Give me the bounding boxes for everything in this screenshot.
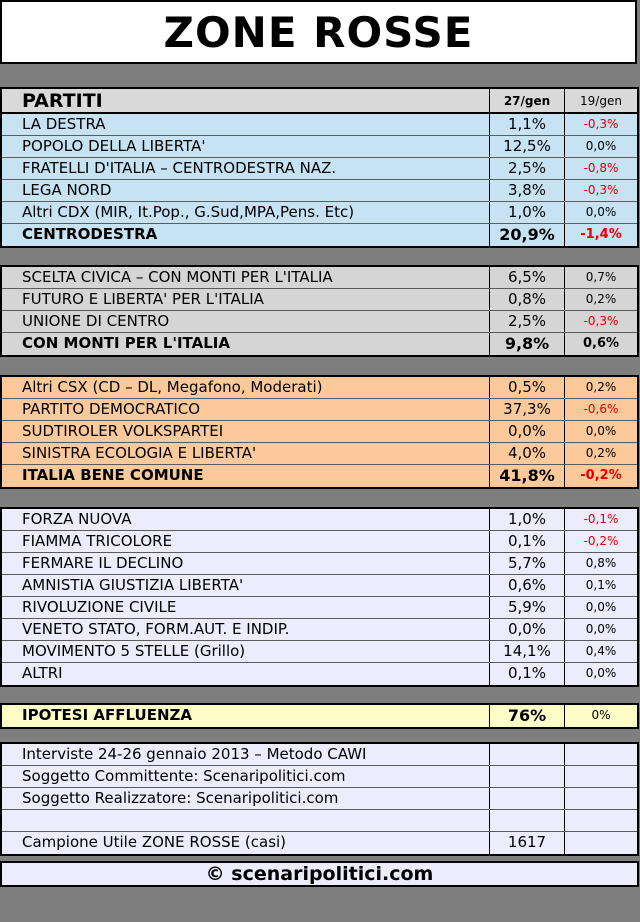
party-value: 1,0%: [489, 202, 565, 223]
party-name: LA DESTRA: [22, 115, 106, 133]
header-partiti: PARTITI: [22, 90, 103, 112]
party-name: FRATELLI D'ITALIA – CENTRODESTRA NAZ.: [22, 159, 337, 177]
party-row: [2, 443, 637, 465]
party-row: [2, 619, 637, 641]
page-title: ZONE ROSSE: [163, 7, 474, 57]
party-row: [2, 509, 637, 531]
party-value: 3,8%: [489, 180, 565, 201]
party-row: [2, 180, 637, 202]
party-row: [2, 202, 637, 224]
party-name: [2, 810, 489, 831]
party-change: 0,0%: [585, 622, 617, 636]
party-value: [489, 810, 565, 831]
party-change: 0,1%: [585, 578, 617, 592]
monti-table: [0, 265, 639, 357]
affluenza-label: IPOTESI AFFLUENZA: [22, 706, 193, 724]
party-change: 0,4%: [585, 644, 617, 658]
party-change: 0,8%: [585, 556, 617, 570]
party-value: [489, 744, 565, 765]
party-value: 1617: [489, 832, 565, 854]
party-name: FIAMMA TRICOLORE: [22, 532, 173, 550]
party-name: Campione Utile ZONE ROSSE (casi): [22, 833, 287, 851]
header-current-date: 27/gen: [489, 89, 565, 112]
party-change: -0,8%: [583, 161, 619, 175]
party-value: 1,0%: [489, 509, 565, 530]
party-name: Soggetto Committente: Scenaripolitici.com: [22, 767, 346, 785]
total-row: [2, 333, 637, 355]
party-change: [565, 766, 637, 787]
party-value: 5,7%: [489, 553, 565, 574]
party-value: 0,5%: [489, 377, 565, 398]
party-row: [2, 766, 637, 788]
party-name: FERMARE IL DECLINO: [22, 554, 184, 572]
centrodestra-table: [0, 87, 639, 248]
affluenza-table: [0, 703, 639, 729]
party-row: [2, 553, 637, 575]
party-row: [2, 832, 637, 854]
centrosinistra-table: [0, 375, 639, 489]
party-name: MOVIMENTO 5 STELLE (Grillo): [22, 642, 246, 660]
party-value: 5,9%: [489, 597, 565, 618]
affluenza-change: 0%: [591, 708, 611, 722]
party-change: -0,2%: [583, 534, 619, 548]
party-name: UNIONE DI CENTRO: [22, 312, 170, 330]
party-change: 0,2%: [585, 292, 617, 306]
party-name: Altri CSX (CD – DL, Megafono, Moderati): [22, 378, 323, 396]
party-row: [2, 311, 637, 333]
party-name: SINISTRA ECOLOGIA E LIBERTA': [22, 444, 257, 462]
party-row: [2, 421, 637, 443]
party-change: 0,0%: [585, 205, 617, 219]
party-change: 0,2%: [585, 446, 617, 460]
party-value: 0,1%: [489, 531, 565, 552]
party-row: [2, 114, 637, 136]
party-name: AMNISTIA GIUSTIZIA LIBERTA': [22, 576, 244, 594]
party-value: 0,8%: [489, 289, 565, 310]
title-banner: [0, 0, 637, 64]
party-row: [2, 744, 637, 766]
party-value: 0,0%: [489, 421, 565, 442]
party-change: 0,0%: [585, 666, 617, 680]
others-table: [0, 507, 639, 687]
party-row: [2, 136, 637, 158]
party-row: [2, 597, 637, 619]
party-change: -0,1%: [583, 512, 619, 526]
header-previous-date: 19/gen: [580, 94, 622, 108]
party-name: LEGA NORD: [22, 181, 112, 199]
party-value: 12,5%: [489, 136, 565, 157]
party-row: [2, 289, 637, 311]
party-change: 0,0%: [585, 424, 617, 438]
table-header: [2, 89, 637, 114]
total-row: [2, 465, 637, 487]
party-value: 2,5%: [489, 158, 565, 179]
party-value: 4,0%: [489, 443, 565, 464]
party-row: [2, 810, 637, 832]
party-name: ITALIA BENE COMUNE: [22, 466, 204, 484]
party-row: [2, 575, 637, 597]
party-value: 0,0%: [489, 619, 565, 640]
party-row: [2, 399, 637, 421]
party-change: -0,3%: [583, 314, 619, 328]
party-value: 41,8%: [489, 465, 565, 487]
party-change: -0,2%: [580, 468, 622, 483]
party-value: 1,1%: [489, 114, 565, 135]
party-value: [489, 766, 565, 787]
party-change: -0,3%: [583, 117, 619, 131]
party-name: VENETO STATO, FORM.AUT. E INDIP.: [22, 620, 290, 638]
party-name: ALTRI: [22, 664, 63, 682]
party-change: 0,0%: [585, 139, 617, 153]
party-row: [2, 267, 637, 289]
party-name: RIVOLUZIONE CIVILE: [22, 598, 177, 616]
party-row: [2, 663, 637, 685]
party-name: FUTURO E LIBERTA' PER L'ITALIA: [22, 290, 264, 308]
party-change: 0,0%: [585, 600, 617, 614]
party-name: Interviste 24-26 gennaio 2013 – Metodo CAWI: [22, 745, 367, 763]
info-table: [0, 742, 639, 856]
party-value: 2,5%: [489, 311, 565, 332]
party-value: 6,5%: [489, 267, 565, 288]
party-value: 0,6%: [489, 575, 565, 596]
party-change: [565, 810, 637, 831]
party-name: CON MONTI PER L'ITALIA: [22, 334, 230, 352]
party-change: [565, 788, 637, 809]
party-name: POPOLO DELLA LIBERTA': [22, 137, 206, 155]
party-name: Soggetto Realizzatore: Scenaripolitici.com: [22, 789, 339, 807]
footer-credit: © scenaripolitici.com: [0, 861, 639, 887]
party-row: [2, 788, 637, 810]
party-row: [2, 531, 637, 553]
party-change: -0,6%: [583, 402, 619, 416]
party-name: SCELTA CIVICA – CON MONTI PER L'ITALIA: [22, 268, 333, 286]
party-value: 37,3%: [489, 399, 565, 420]
party-name: CENTRODESTRA: [22, 225, 158, 243]
party-change: [565, 744, 637, 765]
party-row: [2, 377, 637, 399]
party-value: [489, 788, 565, 809]
party-value: 0,1%: [489, 663, 565, 685]
party-value: 20,9%: [489, 224, 565, 246]
party-change: -1,4%: [580, 227, 622, 242]
party-name: FORZA NUOVA: [22, 510, 132, 528]
party-name: SUDTIROLER VOLKSPARTEI: [22, 422, 224, 440]
party-change: 0,6%: [582, 336, 620, 351]
total-row: [2, 224, 637, 246]
party-value: 14,1%: [489, 641, 565, 662]
affluenza-row: [2, 705, 637, 727]
party-change: -0,3%: [583, 183, 619, 197]
party-name: PARTITO DEMOCRATICO: [22, 400, 201, 418]
party-name: Altri CDX (MIR, It.Pop., G.Sud,MPA,Pens. Etc): [22, 203, 355, 221]
affluenza-value: 76%: [489, 705, 565, 727]
party-change: 0,2%: [585, 380, 617, 394]
party-value: 9,8%: [489, 333, 565, 355]
party-row: [2, 641, 637, 663]
party-change: [565, 832, 637, 854]
party-change: 0,7%: [585, 270, 617, 284]
party-row: [2, 158, 637, 180]
